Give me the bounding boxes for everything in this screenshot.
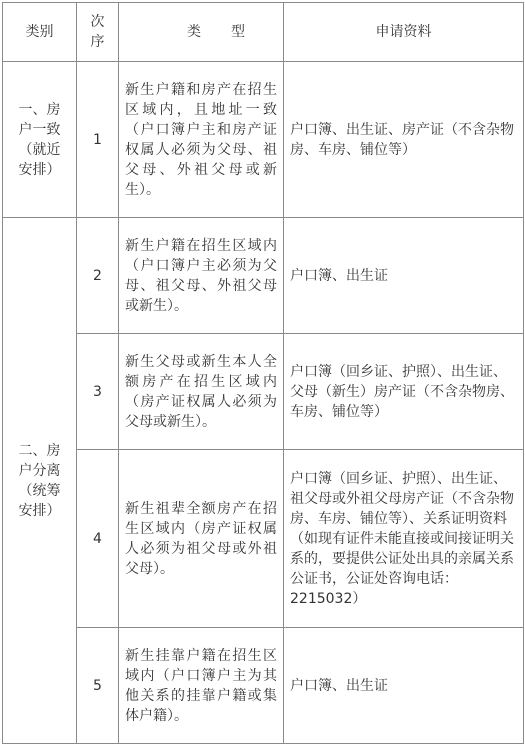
header-category: 类别: [3, 3, 77, 62]
materials-cell: 户口簿、出生证: [284, 628, 524, 744]
order-cell: 3: [77, 334, 119, 450]
materials-cell: 户口簿、出生证: [284, 218, 524, 334]
table-row: [3, 334, 524, 450]
table-header-row: [3, 3, 524, 62]
type-cell: 新生户籍在招生区域内（户口簿户主必须为父母、祖父母、外祖父母或新生）。: [119, 218, 284, 334]
materials-cell: 户口簿、出生证、房产证（不含杂物房、车房、铺位等）: [284, 62, 524, 218]
type-cell: 新生挂靠户籍在招生区域内（户口簿户主为其他关系的挂靠户籍或集体户籍）。: [119, 628, 284, 744]
table-row: [3, 450, 524, 628]
table-row: [3, 218, 524, 334]
order-cell: 2: [77, 218, 119, 334]
category-cell: [3, 62, 77, 218]
table-row: [3, 628, 524, 744]
header-order: [77, 3, 119, 62]
materials-cell: 户口簿（回乡证、护照）、出生证、祖父母或外祖父母房产证（不含杂物房、车房、铺位等）、关系证明资料（如现有证件未能直接或间接证明关系的，要提供公证处出具的亲属关系公证书，公证处咨询电话：2215032）: [284, 450, 524, 628]
category-line: 安排）: [18, 502, 61, 519]
category-line: （统筹: [18, 482, 61, 499]
category-line: 安排）: [18, 161, 61, 178]
header-type: [119, 3, 284, 62]
type-cell: 新生父母或新生本人全额房产在招生区域内（房产证权属人必须为父母或新生）。: [119, 334, 284, 450]
type-cell: 新生祖辈全额房产在招生区域内（房产证权属人必须为祖父母或外祖父母）。: [119, 450, 284, 628]
table-row: [3, 62, 524, 218]
header-type-b: 型: [231, 24, 245, 40]
header-order-line2: 序: [90, 34, 105, 50]
category-cell: [3, 218, 77, 744]
materials-cell: 户口簿（回乡证、护照）、出生证、父母（新生）房产证（不含杂物房、车房、铺位等）: [284, 334, 524, 450]
order-cell: 1: [77, 62, 119, 218]
order-cell: 4: [77, 450, 119, 628]
category-line: 户一致: [18, 121, 61, 138]
type-cell: 新生户籍和房产在招生区域内，且地址一致（户口簿户主和房产证权属人必须为父母、祖父母、外祖父母或新生）。: [119, 62, 284, 218]
header-materials: 申请资料: [284, 3, 524, 62]
category-line: （就近: [18, 141, 61, 158]
order-cell: 5: [77, 628, 119, 744]
category-line: 一、房: [18, 101, 61, 118]
category-line: 户分离: [18, 462, 61, 479]
category-line: 二、房: [18, 442, 61, 459]
header-order-line1: 次: [90, 14, 105, 30]
header-type-a: 类: [187, 24, 231, 40]
admission-materials-table: [2, 2, 524, 744]
